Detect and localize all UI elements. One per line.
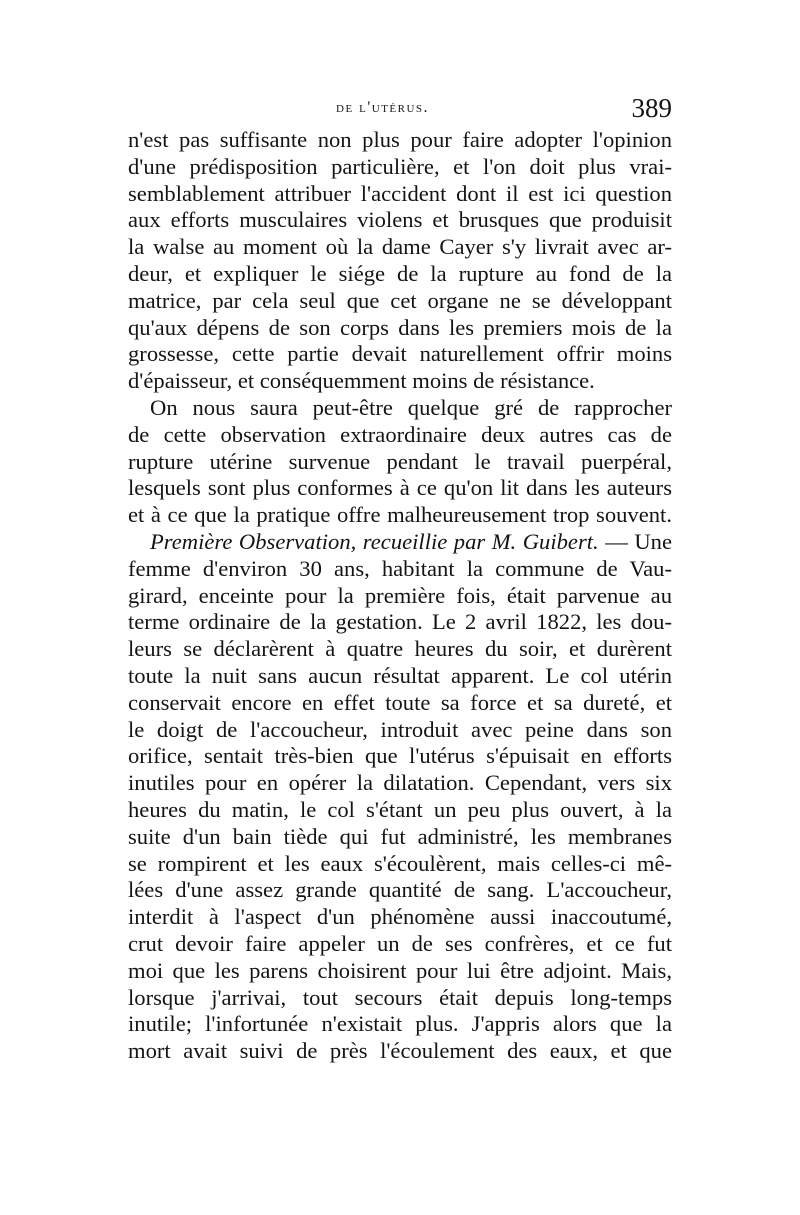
text-line: inutiles pour en opérer la dilatation. Cependant, vers six (128, 770, 672, 796)
text-line: aux efforts musculaires violens et brusques que produisit (128, 207, 672, 233)
text-line: lées d'une assez grande quantité de sang. L'accoucheur, (128, 877, 672, 903)
text-line: crut devoir faire appeler un de ses confrères, et ce fut (128, 930, 672, 956)
text-line: lorsque j'arrivai, tout secours était depuis long-temps (128, 984, 672, 1010)
text-line: et à ce que la pratique offre malheureusement trop souvent. (128, 502, 672, 528)
observation-heading-line (128, 529, 672, 556)
chapter-title: de l'utérus. (336, 99, 430, 116)
text-line: se rompirent et les eaux s'écoulèrent, mais celles-ci mê- (128, 850, 672, 876)
text-line: n'est pas suffisante non plus pour faire adopter l'opinion (128, 127, 672, 152)
text-line: grossesse, cette partie devait naturellement offrir moins (128, 341, 672, 367)
text-line: deur, et expliquer le siége de la rupture au fond de la (128, 260, 672, 286)
text-line: terme ordinaire de la gestation. Le 2 avril 1822, les dou- (128, 609, 672, 635)
text-line: semblablement attribuer l'accident dont il est ici question (128, 180, 672, 206)
text-line: On nous saura peut-être quelque gré de rapprocher (150, 394, 672, 420)
text-line: d'une prédisposition particulière, et l'on doit plus vrai- (128, 153, 672, 179)
observation-heading: Première Observation, recueillie par M. Guibert. (150, 528, 599, 554)
text-line: toute la nuit sans aucun résultat apparent. Le col utérin (128, 662, 672, 688)
text-line: d'épaisseur, et conséquemment moins de résistance. (128, 368, 595, 394)
text-line: qu'aux dépens de son corps dans les premiers mois de la (128, 314, 672, 340)
text-line: suite d'un bain tiède qui fut administré, les membranes (128, 823, 672, 849)
text-line: femme d'environ 30 ans, habitant la commune de Vau- (128, 555, 672, 581)
text-line: moi que les parens choisirent pour lui être adjoint. Mais, (128, 957, 672, 983)
text-line: inutile; l'infortunée n'existait plus. J'appris alors que la (128, 1011, 672, 1037)
text-line: mort avait suivi de près l'écoulement des eaux, et que (128, 1038, 672, 1064)
text-line: la walse au moment où la dame Cayer s'y livrait avec ar- (128, 234, 672, 260)
text-line: de cette observation extraordinaire deux autres cas de (128, 421, 672, 447)
text-line: lesquels sont plus conformes à ce qu'on lit dans les auteurs (128, 475, 672, 501)
text-line: girard, enceinte pour la première fois, était parvenue au (128, 582, 672, 608)
body-text (128, 127, 672, 1065)
text-line: rupture utérine survenue pendant le travail puerpéral, (128, 448, 672, 474)
text-line: conservait encore en effet toute sa force et sa dureté, et (128, 689, 672, 715)
running-head (128, 93, 672, 127)
text-line: le doigt de l'accoucheur, introduit avec peine dans son (128, 716, 672, 742)
text-line: orifice, sentait très-bien que l'utérus s'épuisait en efforts (128, 743, 672, 769)
text-line: interdit à l'aspect d'un phénomène aussi inaccoutumé, (128, 904, 672, 930)
text-line: matrice, par cela seul que cet organe ne se développant (128, 287, 672, 313)
observation-heading-continuation: — Une (598, 528, 672, 554)
text-line: leurs se déclarèrent à quatre heures du soir, et durèrent (128, 636, 672, 662)
text-line: heures du matin, le col s'étant un peu plus ouvert, à la (128, 796, 672, 822)
page-number: 389 (631, 93, 672, 123)
